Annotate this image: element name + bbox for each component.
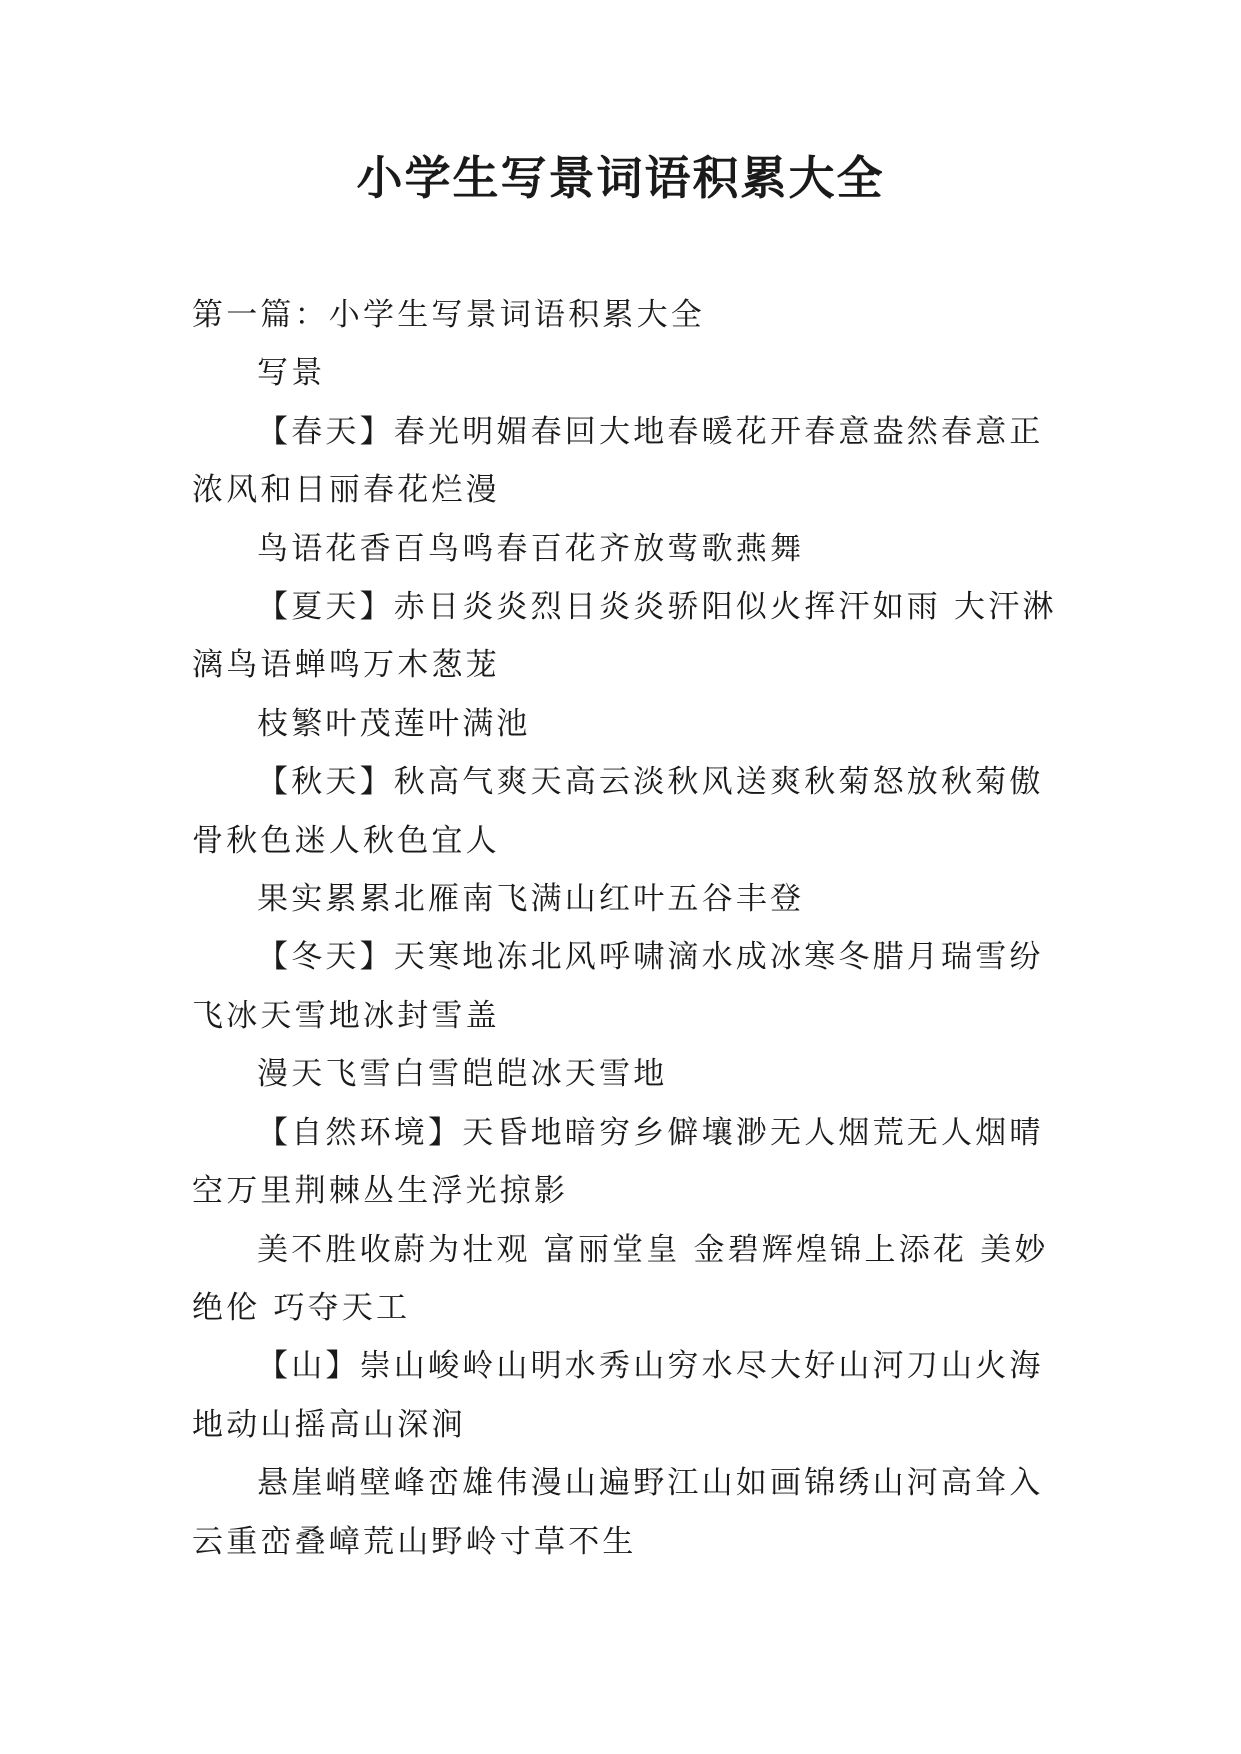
section-heading: 第一篇：小学生写景词语积累大全 [192, 297, 705, 333]
paragraph: 枝繁叶茂莲叶满池 [257, 705, 531, 742]
paragraph-winter: 【冬天】天寒地冻北风呼啸滴水成冰寒冬腊月瑞雪纷飞冰天雪地冰封雪盖 [192, 939, 1044, 1034]
paragraph: 鸟语花香百鸟鸣春百花齐放莺歌燕舞 [257, 530, 805, 567]
paragraph: 悬崖峭壁峰峦雄伟漫山遍野江山如画锦绣山河高耸入云重峦叠嶂荒山野岭寸草不生 [192, 1465, 1044, 1560]
paragraph-nature: 【自然环境】天昏地暗穷乡僻壤渺无人烟荒无人烟晴空万里荆棘丛生浮光掠影 [192, 1114, 1044, 1210]
document-title: 小学生写景词语积累大全 [356, 151, 885, 205]
paragraph: 美不胜收蔚为壮观 富丽堂皇 金碧辉煌锦上添花 美妙绝伦 巧夺天工 [192, 1231, 1049, 1326]
paragraph-summer: 【夏天】赤日炎炎烈日炎炎骄阳似火挥汗如雨 大汗淋漓鸟语蝉鸣万木葱茏 [192, 589, 1057, 684]
paragraph: 写景 [257, 355, 326, 392]
paragraph: 果实累累北雁南飞满山红叶五谷丰登 [257, 881, 805, 918]
paragraph-autumn: 【秋天】秋高气爽天高云淡秋风送爽秋菊怒放秋菊傲骨秋色迷人秋色宜人 [192, 764, 1044, 859]
paragraph: 漫天飞雪白雪皑皑冰天雪地 [257, 1056, 668, 1093]
paragraph-spring: 【春天】春光明媚春回大地春暖花开春意盎然春意正浓风和日丽春花烂漫 [192, 413, 1044, 509]
paragraph-mountain: 【山】崇山峻岭山明水秀山穷水尽大好山河刀山火海地动山摇高山深涧 [192, 1348, 1044, 1443]
document-body [192, 286, 1072, 1571]
